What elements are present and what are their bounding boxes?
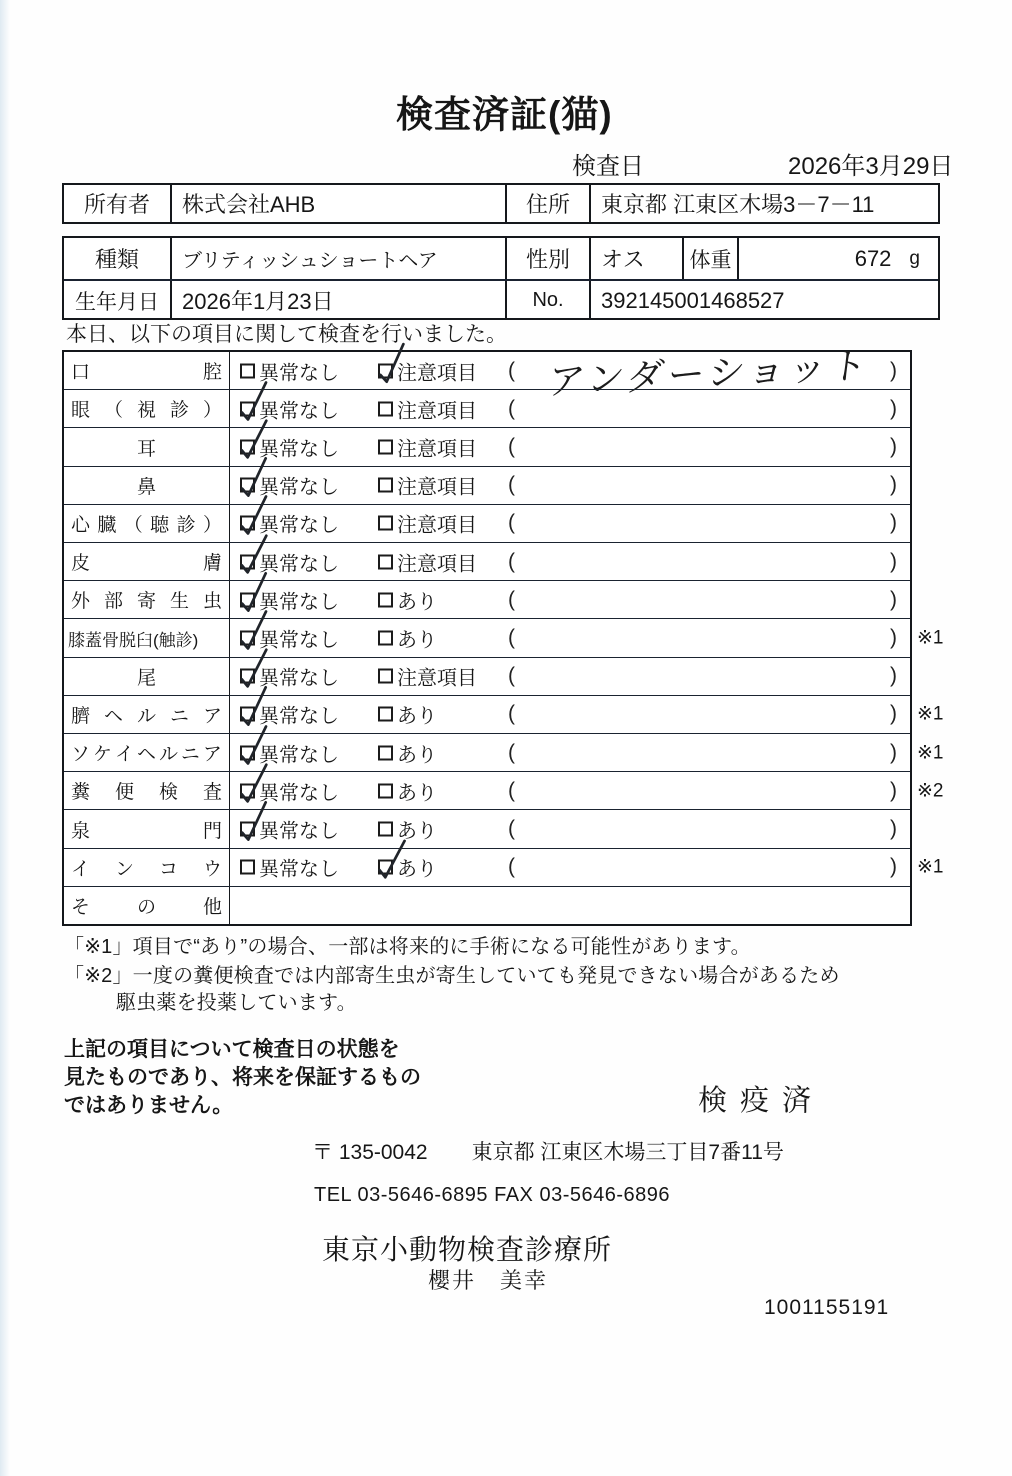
disclaimer-paragraph xyxy=(64,1036,421,1120)
result-option xyxy=(378,547,477,576)
result-option xyxy=(240,547,339,576)
owner-label: 所有者 xyxy=(83,192,150,217)
note-paren-open: ( xyxy=(508,549,515,573)
checklist-row xyxy=(64,542,910,580)
result-option-label: 異常なし xyxy=(259,705,339,728)
clinic-address: 東京都 江東区木場三丁目7番11号 xyxy=(471,1141,784,1164)
result-option-label: あり xyxy=(397,591,437,614)
note-paren-close: ) xyxy=(890,435,897,458)
exam-item-label: 膝蓋骨脱臼(触診) xyxy=(64,619,230,656)
note-paren-open: ( xyxy=(508,358,515,382)
intro-sentence: 本日、以下の項目に関して検査を行いました。 xyxy=(66,323,507,346)
disclaimer-line: 見たものであり、将来を保証するもの xyxy=(64,1066,421,1089)
exam-item-result-cell xyxy=(230,772,910,809)
checkbox-no-abnormality-checked xyxy=(240,440,255,455)
result-option-label: 注意項目 xyxy=(397,438,477,461)
checklist-row xyxy=(64,695,944,733)
checklist-row xyxy=(64,886,910,924)
note-paren-open: ( xyxy=(508,740,515,764)
result-option-label: 注意項目 xyxy=(397,476,477,499)
exam-checklist-table xyxy=(62,344,944,926)
result-option xyxy=(240,356,339,385)
result-option xyxy=(378,738,437,767)
address-label: 住所 xyxy=(505,185,589,222)
exam-item-result-cell xyxy=(230,428,910,465)
result-option-label: 異常なし xyxy=(259,553,339,576)
checkbox-finding xyxy=(378,669,393,684)
exam-item-result-cell xyxy=(230,810,910,847)
checkbox-finding-checked xyxy=(378,363,393,378)
checklist-row xyxy=(64,809,910,847)
exam-item-label: 眼 （ 視 診 ） xyxy=(64,390,230,427)
result-option-label: 異常なし xyxy=(259,476,339,499)
note-paren-close: ) xyxy=(890,702,897,726)
exam-item-result-cell xyxy=(230,734,910,771)
result-option-label: 異常なし xyxy=(259,629,339,652)
result-option-label: 異常なし xyxy=(259,744,339,767)
checkbox-no-abnormality-checked xyxy=(240,783,255,798)
checkbox-finding xyxy=(378,554,393,569)
result-option xyxy=(378,394,477,423)
checkbox-no-abnormality xyxy=(240,860,255,875)
no-label: No. xyxy=(505,281,589,320)
checkbox-finding xyxy=(378,631,393,646)
weight-unit: g xyxy=(909,247,920,269)
exam-item-label: 糞 便 検 査 xyxy=(64,772,230,809)
checklist-row xyxy=(64,848,944,886)
exam-item-label: そ の 他 xyxy=(64,887,230,924)
note-paren-open: ( xyxy=(508,473,515,497)
checkbox-finding xyxy=(378,516,393,531)
result-option xyxy=(240,624,339,653)
result-option xyxy=(240,815,339,844)
note-paren-close: ) xyxy=(890,511,897,535)
exam-item-result-cell xyxy=(230,658,910,695)
result-option xyxy=(240,700,339,729)
result-option-label: あり xyxy=(397,705,437,728)
handwritten-note: アンダーショット xyxy=(545,344,874,403)
result-option-label: 異常なし xyxy=(259,782,339,805)
page-title: 検査済証(猫) xyxy=(396,94,613,135)
postal-code: 〒 135-0042 xyxy=(312,1141,428,1164)
note-paren-close: ) xyxy=(890,396,897,420)
exam-item-label: 外 部 寄 生 虫 xyxy=(64,581,230,618)
checkbox-no-abnormality-checked xyxy=(240,516,255,531)
result-option-label: あり xyxy=(397,629,437,652)
exam-item-label: ソ ケ イ ヘ ル ニ ア xyxy=(64,734,230,771)
exam-date-label: 検査日 xyxy=(572,153,644,180)
result-option xyxy=(378,853,437,882)
exam-item-label: 心 臓 （ 聴 診 ） xyxy=(64,505,230,542)
result-option-label: 異常なし xyxy=(259,514,339,537)
exam-item-result-cell xyxy=(230,390,910,427)
examiner-name: 櫻井 美幸 xyxy=(428,1268,549,1293)
checkbox-finding xyxy=(378,745,393,760)
note-paren-open: ( xyxy=(508,587,515,611)
checklist-row xyxy=(64,389,910,427)
serial-number: 1001155191 xyxy=(764,1296,890,1319)
result-option-label: あり xyxy=(397,858,437,881)
pet-info-table xyxy=(62,236,940,320)
result-option-label: 異常なし xyxy=(259,858,339,881)
exam-item-result-cell xyxy=(230,467,910,504)
note-paren-close: ) xyxy=(890,740,897,764)
note-paren-open: ( xyxy=(508,855,515,879)
exam-item-label: 尾 xyxy=(64,658,230,695)
reference-mark: ※1 xyxy=(917,742,944,764)
exam-item-result-cell xyxy=(230,581,910,618)
note-paren-open: ( xyxy=(508,435,515,458)
checkbox-no-abnormality-checked xyxy=(240,822,255,837)
result-option xyxy=(378,471,477,500)
note-paren-open: ( xyxy=(508,511,515,535)
footnote-1: 「※1」項目で“あり”の場合、一部は将来的に手術になる可能性があります。 xyxy=(64,936,751,958)
disclaimer-line: 上記の項目について検査日の状態を xyxy=(64,1038,400,1061)
result-option xyxy=(240,776,339,805)
exam-item-label: 皮 膚 xyxy=(64,543,230,580)
disclaimer-line: ではありません。 xyxy=(64,1094,234,1117)
checklist-row xyxy=(64,618,944,656)
checkbox-finding xyxy=(378,822,393,837)
checklist-row xyxy=(64,344,910,403)
result-option-label: 異常なし xyxy=(259,438,339,461)
exam-item-label: イ ン コ ウ xyxy=(64,849,230,886)
checkbox-no-abnormality-checked xyxy=(240,669,255,684)
result-option xyxy=(378,509,477,538)
result-option xyxy=(240,853,339,882)
result-option xyxy=(378,433,477,462)
owner-name: 株式会社AHB xyxy=(170,185,505,222)
weight-value: 672 xyxy=(854,245,892,271)
checkbox-no-abnormality-checked xyxy=(240,631,255,646)
result-option xyxy=(378,662,477,691)
result-option xyxy=(240,585,339,614)
result-option xyxy=(240,662,339,691)
result-option xyxy=(378,356,477,385)
result-option-label: 異常なし xyxy=(259,820,339,843)
reference-mark: ※1 xyxy=(917,703,944,725)
checkbox-finding-checked xyxy=(378,860,393,875)
exam-item-result-cell xyxy=(230,696,910,733)
result-option xyxy=(240,433,339,462)
result-option-label: 異常なし xyxy=(259,362,339,385)
checkbox-finding xyxy=(378,592,393,607)
scan-edge-artifact xyxy=(0,0,10,1476)
exam-item-label: 泉 門 xyxy=(64,810,230,847)
result-option-label: 注意項目 xyxy=(397,514,477,537)
note-paren-close: ) xyxy=(890,358,897,382)
checkbox-finding xyxy=(378,440,393,455)
tel-fax-line: TEL 03-5646-6895 FAX 03-5646-6896 xyxy=(314,1184,671,1206)
checkbox-no-abnormality-checked xyxy=(240,478,255,493)
note-paren-open: ( xyxy=(508,817,515,841)
checklist-row xyxy=(64,771,944,809)
checklist-row xyxy=(64,504,910,542)
note-paren-close: ) xyxy=(890,587,897,611)
result-option-label: 注意項目 xyxy=(397,667,477,690)
checklist-row xyxy=(64,580,910,618)
clinic-address-line xyxy=(312,1136,784,1166)
species-value: ブリティッシュショートヘア xyxy=(170,238,505,279)
note-paren-close: ) xyxy=(890,549,897,573)
result-option xyxy=(240,509,339,538)
note-paren-open: ( xyxy=(508,664,515,688)
footnote-2-continued: 駆虫薬を投薬しています。 xyxy=(116,992,357,1014)
checkbox-no-abnormality-checked xyxy=(240,554,255,569)
result-option xyxy=(378,700,437,729)
result-option-label: 異常なし xyxy=(259,667,339,690)
note-paren-close: ) xyxy=(890,473,897,497)
reference-mark: ※1 xyxy=(917,627,944,649)
checkbox-no-abnormality xyxy=(240,363,255,378)
result-option xyxy=(240,738,339,767)
result-option-label: あり xyxy=(397,820,437,843)
exam-item-label: 口 腔 xyxy=(64,352,230,389)
note-paren-close: ) xyxy=(890,778,897,802)
footnote-2: 「※2」一度の糞便検査では内部寄生虫が寄生していても発見できない場合があるため xyxy=(64,965,840,987)
exam-item-result-cell xyxy=(230,505,910,542)
exam-item-result-cell xyxy=(230,887,910,924)
result-option xyxy=(240,471,339,500)
checkbox-finding xyxy=(378,401,393,416)
quarantine-stamp-text: 検疫済 xyxy=(698,1085,825,1117)
checkbox-no-abnormality-checked xyxy=(240,745,255,760)
result-option xyxy=(378,585,437,614)
no-value: 392145001468527 xyxy=(589,281,938,320)
result-option xyxy=(240,394,339,423)
note-paren-open: ( xyxy=(508,702,515,726)
result-option-label: あり xyxy=(397,782,437,805)
result-option-label: 異常なし xyxy=(259,400,339,423)
checkbox-no-abnormality-checked xyxy=(240,707,255,722)
exam-item-result-cell xyxy=(230,619,910,656)
checkbox-finding xyxy=(378,707,393,722)
note-paren-close: ) xyxy=(890,817,897,841)
exam-item-result-cell xyxy=(230,344,910,403)
note-paren-open: ( xyxy=(508,778,515,802)
checkbox-no-abnormality-checked xyxy=(240,401,255,416)
birth-label: 生年月日 xyxy=(75,290,159,314)
checklist-row xyxy=(64,427,910,465)
result-option-label: あり xyxy=(397,744,437,767)
exam-item-result-cell xyxy=(230,543,910,580)
note-paren-open: ( xyxy=(508,626,515,650)
note-paren-close: ) xyxy=(890,626,897,650)
exam-item-result-cell xyxy=(230,849,910,886)
result-option-label: 注意項目 xyxy=(397,362,477,385)
exam-item-label: 耳 xyxy=(64,428,230,465)
weight-label: 体重 xyxy=(682,238,737,279)
birth-value: 2026年1月23日 xyxy=(170,281,505,320)
clinic-name: 東京小動物検査診療所 xyxy=(322,1234,613,1265)
checkbox-finding xyxy=(378,783,393,798)
result-option xyxy=(378,776,437,805)
checkbox-finding xyxy=(378,478,393,493)
note-paren-close: ) xyxy=(890,664,897,688)
checklist-row xyxy=(64,466,910,504)
note-paren-close: ) xyxy=(890,855,897,879)
reference-mark: ※2 xyxy=(917,780,944,802)
owner-address: 東京都 江東区木場3－7－11 xyxy=(589,185,938,222)
checklist-row xyxy=(64,657,910,695)
checklist-row xyxy=(64,733,944,771)
sex-label: 性別 xyxy=(505,238,589,279)
result-option-label: 注意項目 xyxy=(397,553,477,576)
reference-mark: ※1 xyxy=(917,856,944,878)
note-paren-open: ( xyxy=(508,396,515,420)
exam-item-label: 臍 ヘ ル ニ ア xyxy=(64,696,230,733)
result-option xyxy=(378,624,437,653)
checkbox-no-abnormality-checked xyxy=(240,592,255,607)
result-option-label: 異常なし xyxy=(259,591,339,614)
owner-table xyxy=(62,183,940,224)
species-label: 種類 xyxy=(94,247,139,272)
sex-value: オス xyxy=(589,238,682,279)
result-option xyxy=(378,815,437,844)
weight-value-cell xyxy=(737,238,938,279)
exam-date-value: 2026年3月29日 xyxy=(788,153,954,180)
exam-item-label: 鼻 xyxy=(64,467,230,504)
result-option-label: 注意項目 xyxy=(397,400,477,423)
